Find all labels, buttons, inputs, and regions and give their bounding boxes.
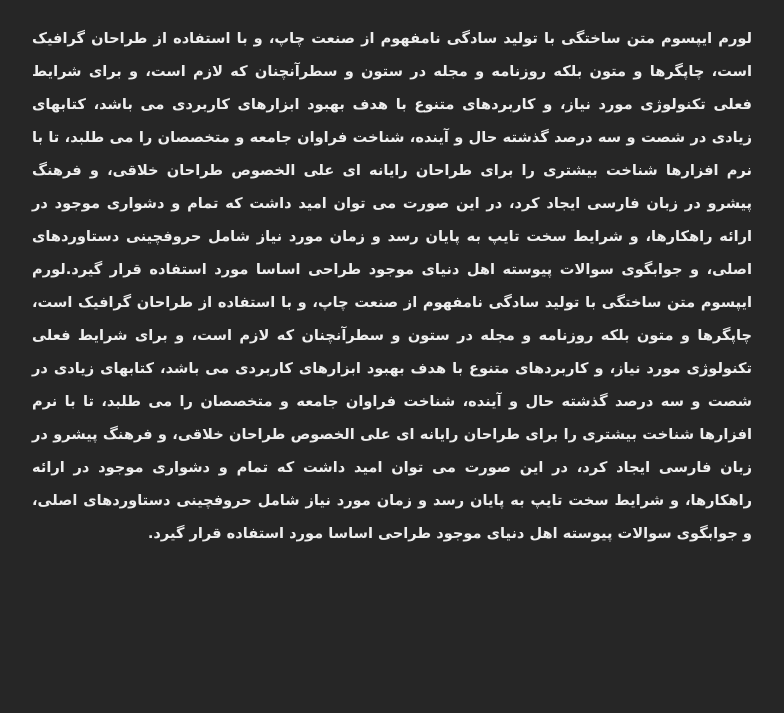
body-paragraph: لورم ایپسوم متن ساختگی با تولید سادگی نامفهوم از صنعت چاپ، و با استفاده از طراحان گرافیک است، چاپگرها و متون بلکه روزنامه و مجله در ستون و سطرآنچنان که لازم است، و برای شرایط فعلی تکنولوژی مورد نیاز، و کاربردهای متنوع با هدف بهبود ابزارهای کاربردی می باشد، کتابهای زیادی در شصت و سه درصد گذشته حال و آینده، شناخت فراوان جامعه و متخصصان را می طلبد، تا با نرم افزارها شناخت بیشتری را برای طراحان رایانه ای علی الخصوص طراحان خلاقی، و فرهنگ پیشرو در زبان فارسی ایجاد کرد، در این صورت می توان امید داشت که تمام و دشواری موجود در ارائه راهکارها، و شرایط سخت تایپ به پایان رسد و زمان مورد نیاز شامل حروفچینی دستاوردهای اصلی، و جوابگوی سوالات پیوسته اهل دنیای موجود طراحی اساسا مورد استفاده قرار گیرد.لورم ایپسوم متن ساختگی با تولید سادگی نامفهوم از صنعت چاپ، و با استفاده از طراحان گرافیک است، چاپگرها و متون بلکه روزنامه و مجله در ستون و سطرآنچنان که لازم است، و برای شرایط فعلی تکنولوژی مورد نیاز، و کاربردهای متنوع با هدف بهبود ابزارهای کاربردی می باشد، کتابهای زیادی در شصت و سه درصد گذشته حال و آینده، شناخت فراوان جامعه و متخصصان را می طلبد، تا با نرم افزارها شناخت بیشتری را برای طراحان رایانه ای علی الخصوص طراحان خلاقی، و فرهنگ پیشرو در زبان فارسی ایجاد کرد، در این صورت می توان امید داشت که تمام و دشواری موجود در ارائه راهکارها، و شرایط سخت تایپ به پایان رسد و زمان مورد نیاز شامل حروفچینی دستاوردهای اصلی، و جوابگوی سوالات پیوسته اهل دنیای موجود طراحی اساسا مورد استفاده قرار گیرد. bbox=[32, 30, 752, 542]
